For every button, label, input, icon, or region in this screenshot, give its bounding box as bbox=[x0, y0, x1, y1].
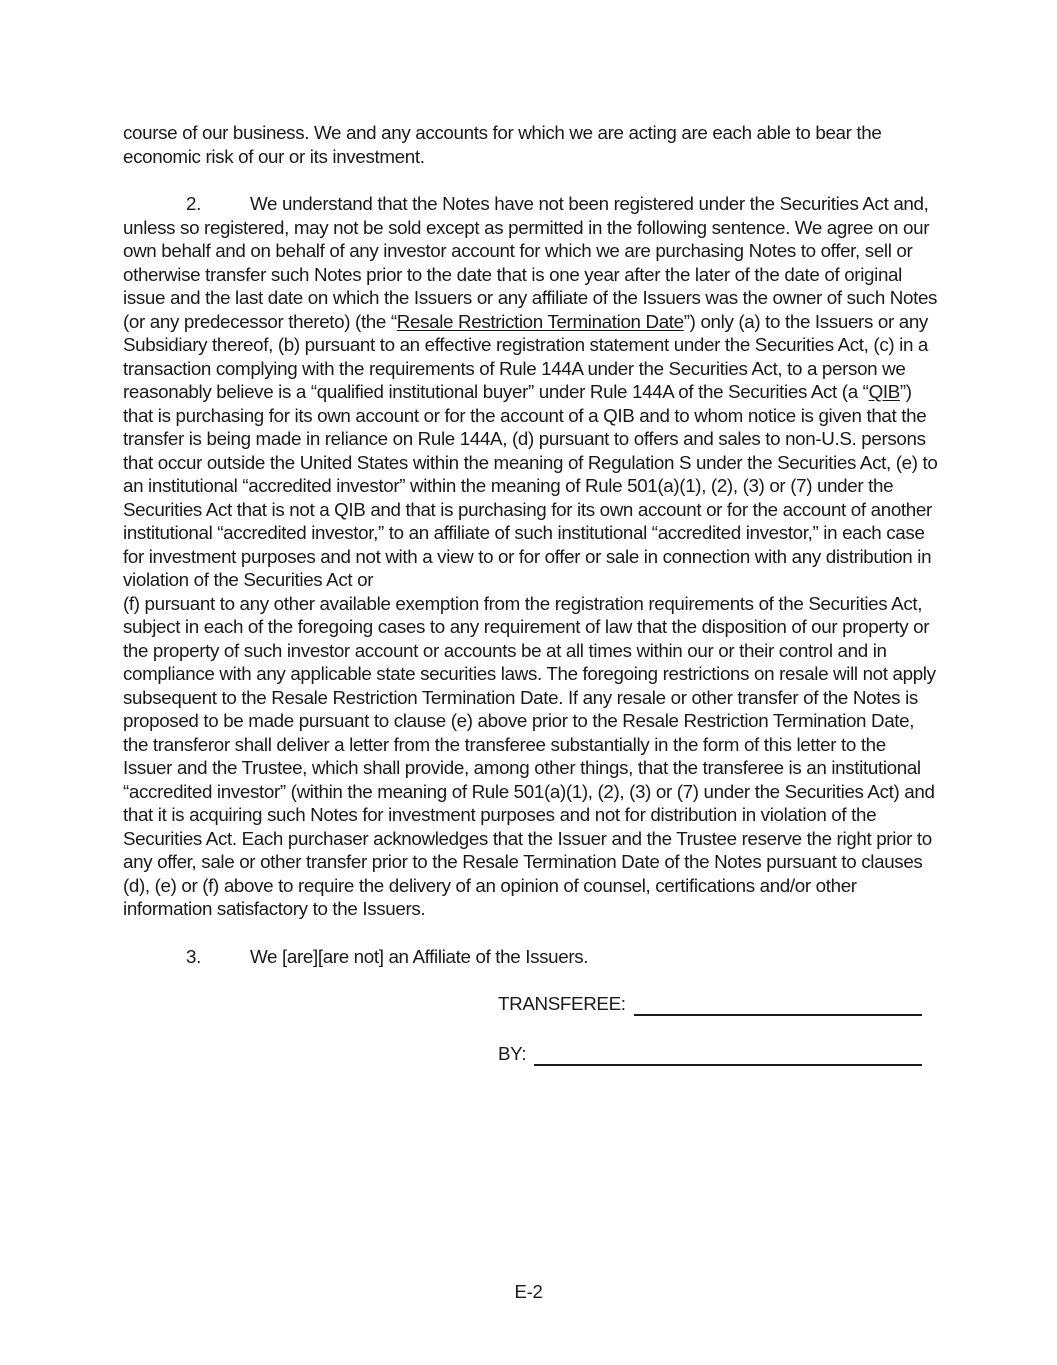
by-signature-line bbox=[534, 1043, 922, 1066]
paragraph-2 bbox=[123, 192, 938, 921]
signature-block bbox=[498, 992, 922, 1066]
text-segment: We [are][are not] an Affiliate of the Issuers. bbox=[250, 945, 589, 967]
by-label: BY: bbox=[498, 1043, 527, 1064]
paragraph-number: 3. bbox=[186, 945, 201, 967]
paragraph-text bbox=[123, 122, 881, 167]
text-segment: (f) pursuant to any other available exemption from the registration requirements of the Securities Act, subject in each of the foregoing cases to any requirement of law that the disposition of our property or the property of such investor account or accounts be at all times within our or their control and in compliance with any applicable state securities laws. The foregoing restrictions on resale will not apply subsequent to the Resale Restriction Termination Date. If any resale or other transfer of the Notes is proposed to be made pursuant to clause (e) above prior to the Resale Restriction Termination Date, the transferor shall deliver a letter from the transferee substantially in the form of this letter to the Issuer and the Trustee, which shall provide, among other things, that the transferee is an institutional “accredited investor” (within the meaning of Rule 501(a)(1), (2), (3) or (7) under the Securities Act) and that it is acquiring such Notes for investment purposes and not for distribution in violation of the Securities Act. Each purchaser acknowledges that the Issuer and the Trustee reserve the right prior to any offer, sale or other transfer prior to the Resale Termination Date of the Notes pursuant to clauses (d), (e) or (f) above to require the delivery of an opinion of counsel, certifications and/or other information satisfactory to the Issuers. bbox=[123, 592, 936, 919]
page-number-footer: E-2 bbox=[514, 1281, 543, 1302]
paragraph-number: 2. bbox=[186, 193, 201, 214]
defined-term: QIB bbox=[868, 381, 900, 402]
text-segment: course of our business. We and any accounts for which we are acting are each able to bear the economic risk of our or its investment. bbox=[123, 122, 882, 167]
transferee-row bbox=[498, 992, 922, 1016]
paragraph-continuation bbox=[123, 121, 938, 168]
transferee-label: TRANSFEREE: bbox=[498, 993, 626, 1014]
paragraph-text bbox=[123, 193, 937, 919]
text-segment: ”) that is purchasing for its own account or for the account of a QIB and to whom notice is given that the transfer is being made in reliance on Rule 144A, (d) pursuant to offers and sales to non-U.S. persons that occur outside the United States within the meaning of Regulation S under the Securities Act, (e) to an institutional “accredited investor” within the meaning of Rule 501(a)(1), (2), (3) or (7) under the Securities Act that is not a QIB and that is purchasing for its own account or for the account of another institutional “accredited investor,” to an affiliate of such institutional “accredited investor,” in each case for investment purposes and not with a view to or for offer or sale in connection with any distribution in violation of the Securities Act or bbox=[123, 381, 938, 590]
text-segment: We understand that the Notes have not been registered under the Securities Act and, unless so registered, may not be sold except as permitted in the following sentence. We agree on our own behalf and on behalf of any investor account for which we are purchasing Notes to offer, sell or otherwise transfer such Notes prior to the date that is one year after the later of the date of original issue and the last date on which the Issuers or any affiliate of the Issuers was the owner of such Notes (or any predecessor thereto) (the “ bbox=[123, 193, 938, 332]
paragraph-text bbox=[250, 946, 588, 967]
text-segment: ”) only (a) to the Issuers or any Subsidiary thereof, (b) pursuant to an effective registration statement under the Securities Act, (c) in a transaction complying with the requirements of Rule 144A under the Securities Act, to a person we reasonably believe is a “qualified institutional buyer” under Rule 144A of the Securities Act (a “ bbox=[123, 310, 929, 402]
document-body bbox=[123, 121, 938, 1066]
defined-term: Resale Restriction Termination Date bbox=[396, 310, 684, 332]
by-row bbox=[498, 1042, 922, 1066]
paragraph-3 bbox=[123, 945, 938, 969]
transferee-signature-line bbox=[634, 993, 922, 1016]
